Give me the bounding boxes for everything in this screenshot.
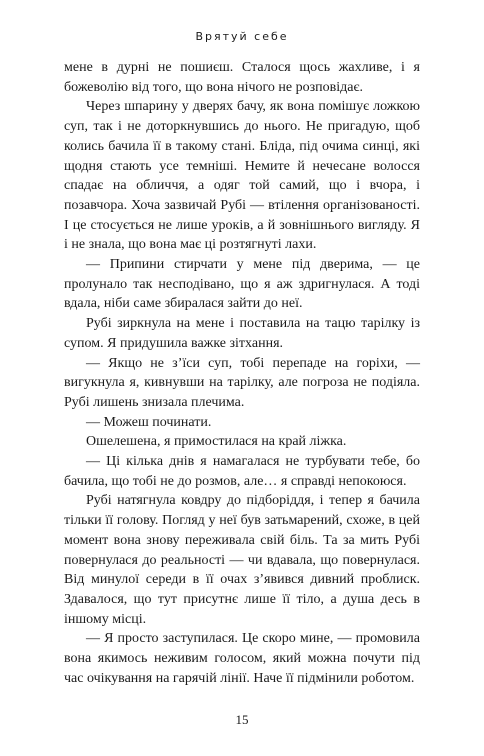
paragraph-10: — Я просто заступилася. Це скоро мине, — промовила вона якимось неживим голосом, який можна почути під час очікування на гарячій лінії. Наче її підмінили роботом. [64,631,420,686]
paragraph-8: — Ці кілька днів я намагалася не турбувати тебе, бо бачила, що тобі не до розмов, але… я справді непокоюся. [64,454,420,489]
paragraph-6: — Можеш починати. [86,414,212,430]
page-number: 15 [235,712,249,727]
paragraph-1: мене в дурні не пошиєш. Сталося щось жахливе, і я божеволію від того, що вона нічого не розповідає. [64,60,420,95]
paragraph-5: — Якщо не з’їси суп, тобі перепаде на горіхи, — вигукнула я, кивнувши на тарілку, але погроза не подіяла. Рубі лишень знизала плечима. [64,355,420,410]
body-text [64,58,420,689]
paragraph-2: Через шпарину у дверях бачу, як вона помішує ложкою суп, так і не доторкнувшись до нього. Не пригадую, щоб колись бачила її в такому стані. Бліда, під очима синці, які щодня стають усе темніші. Немите й нечесане волосся спадає на обличчя, а одяг той самий, що і вчора, і позавчора. Хоча зазвичай Рубі — втілення організованості. І це стосується не лише уроків, а й зовнішнього вигляду. Я і не знала, що вона має ці розтягнуті лахи. [64,99,420,253]
paragraph-3: — Припини стирчати у мене під дверима, — це пролунало так несподівано, що я аж здригнулася. А тоді вдала, ніби саме збиралася зайти до неї. [64,257,420,312]
paragraph-4: Рубі зиркнула на мене і поставила на тацю тарілку із супом. Я придушила важке зітхання. [64,316,420,351]
paragraph-7: Ошелешена, я примостилася на край ліжка. [86,434,347,450]
paragraph-9: Рубі натягнула ковдру до підборіддя, і тепер я бачила тільки її голову. Погляд у неї був затьмарений, схоже, в цей момент вона знову переживала свій біль. Та за мить Рубі повернулася до реальності — чи вдавала, що повернулася. Від минулої середи в її очах з’явився дивний проблиск. Здавалося, що тут присутнє лише її тіло, а душа десь в іншому місці. [64,493,420,627]
running-head: Врятуй себе [195,30,289,43]
